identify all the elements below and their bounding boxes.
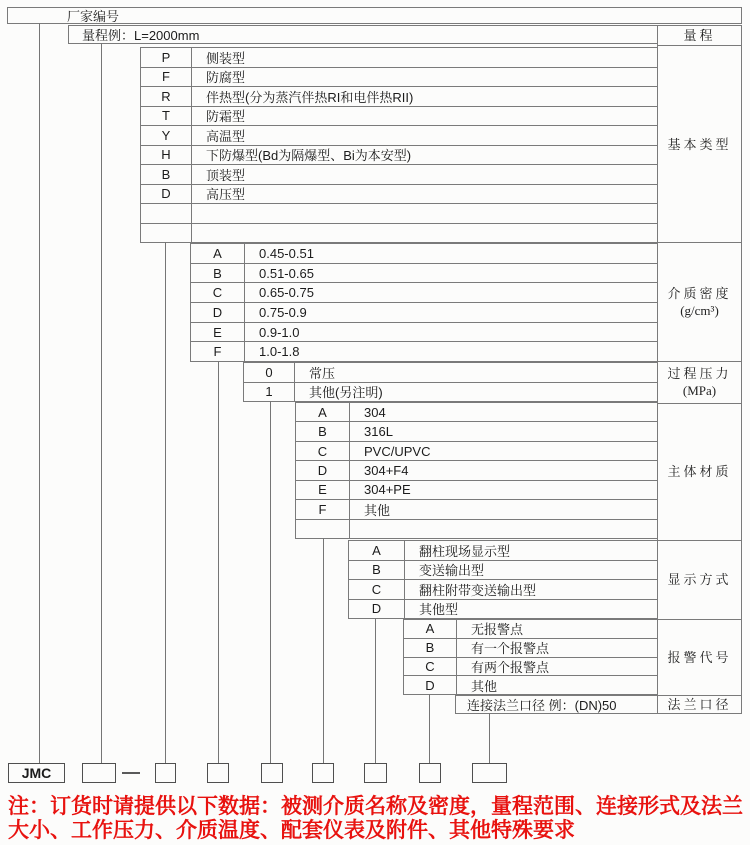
material-row xyxy=(296,520,657,538)
desc-cell: 翻柱附带变送输出型 xyxy=(419,582,537,598)
material-row xyxy=(296,481,657,500)
code-cell: D xyxy=(141,185,192,204)
code-cell: D xyxy=(349,600,405,619)
material-table xyxy=(295,402,658,539)
alarm-code-table xyxy=(403,619,658,695)
desc-cell: 有一个报警点 xyxy=(471,641,550,657)
code-cell: 0 xyxy=(244,363,295,382)
alarm-code-row xyxy=(404,620,657,639)
label-display: 显示方式 xyxy=(658,541,741,620)
desc-cell: 0.51-0.65 xyxy=(259,265,314,281)
connector-display xyxy=(375,618,376,763)
desc-cell: 316L xyxy=(364,424,393,440)
code-cell: B xyxy=(191,264,245,283)
desc-cell: 其他型 xyxy=(419,602,459,618)
basic-type-code-box xyxy=(155,763,176,783)
desc-cell: 0.9-1.0 xyxy=(259,324,300,340)
desc-cell: 304+F4 xyxy=(364,462,409,478)
density-row xyxy=(191,283,657,303)
connector-range xyxy=(101,43,102,763)
desc-cell: 0.75-0.9 xyxy=(259,304,307,320)
density-table xyxy=(190,243,658,362)
desc-cell: 高压型 xyxy=(206,187,246,203)
display-mode-row xyxy=(349,580,657,600)
code-cell: F xyxy=(191,342,245,361)
desc-cell: 顶装型 xyxy=(206,167,246,183)
code-cell xyxy=(141,204,192,223)
desc-cell xyxy=(192,204,657,223)
code-cell: R xyxy=(141,87,192,106)
range-example-label: 量程例：L=2000mm xyxy=(82,28,200,43)
desc-cell: 有两个报警点 xyxy=(471,659,550,675)
code-cell: A xyxy=(191,244,245,263)
pressure-code-box xyxy=(261,763,283,783)
connector-material xyxy=(323,538,324,763)
material-row xyxy=(296,500,657,519)
ordering-note-line2: 大小、工作压力、介质温度、配套仪表及附件、其他特殊要求 xyxy=(8,819,575,842)
flange-size-row xyxy=(455,695,658,714)
desc-cell: PVC/UPVC xyxy=(364,443,431,459)
material-row xyxy=(296,461,657,480)
ordering-note xyxy=(8,795,743,843)
ordering-note-line1: 注：订货时请提供以下数据：被测介质名称及密度，量程范围、连接形式及法兰 xyxy=(8,795,743,818)
material-row xyxy=(296,442,657,461)
code-cell xyxy=(141,224,192,243)
dash-separator xyxy=(122,772,140,774)
code-cell: 1 xyxy=(244,383,295,402)
code-cell: D xyxy=(404,676,457,694)
desc-cell: 变送输出型 xyxy=(419,563,485,579)
basic-type-row xyxy=(141,87,657,107)
desc-cell: 无报警点 xyxy=(471,622,524,638)
label-pressure: 过程压力 (MPa) xyxy=(658,362,741,404)
code-cell: T xyxy=(141,107,192,126)
basic-type-row xyxy=(141,68,657,88)
alarm-code-row xyxy=(404,639,657,658)
desc-cell: 0.45-0.51 xyxy=(259,245,314,261)
label-density: 介质密度 (g/cm³) xyxy=(658,243,741,362)
flange-code-box xyxy=(472,763,507,783)
basic-type-row xyxy=(141,107,657,127)
basic-type-row xyxy=(141,48,657,68)
desc-cell: 防霜型 xyxy=(206,109,246,125)
code-cell: A xyxy=(296,403,350,421)
display-mode-row xyxy=(349,561,657,581)
basic-type-table xyxy=(140,47,658,243)
flange-size-text: 连接法兰口径 例：(DN)50 xyxy=(467,698,617,713)
pressure-row xyxy=(244,383,657,402)
material-row xyxy=(296,403,657,422)
connector-manufacturer xyxy=(39,23,40,763)
desc-cell: 伴热型(分为蒸汽伴热RI和电伴热RII) xyxy=(206,89,414,105)
desc-cell: 高温型 xyxy=(206,128,246,144)
display-mode-row xyxy=(349,600,657,619)
alarm-code-box xyxy=(419,763,441,783)
range-example-box xyxy=(68,25,658,44)
code-cell: B xyxy=(404,639,457,657)
code-cell: C xyxy=(191,283,245,302)
category-label-column xyxy=(657,25,742,714)
desc-cell: 1.0-1.8 xyxy=(259,344,300,360)
code-cell: A xyxy=(349,541,405,560)
code-cell: F xyxy=(296,500,350,518)
desc-cell: 翻柱现场显示型 xyxy=(419,543,511,559)
label-range: 量程 xyxy=(658,26,741,46)
density-row xyxy=(191,244,657,264)
range-code-box xyxy=(82,763,116,783)
basic-type-row xyxy=(141,204,657,224)
pressure-row xyxy=(244,363,657,383)
alarm-code-row xyxy=(404,658,657,677)
basic-type-row xyxy=(141,165,657,185)
material-code-box xyxy=(312,763,334,783)
code-cell: B xyxy=(296,422,350,440)
code-cell: A xyxy=(404,620,457,638)
desc-cell: 304 xyxy=(364,404,386,420)
manufacturer-number-box xyxy=(7,7,742,24)
code-cell: Y xyxy=(141,126,192,145)
code-cell: P xyxy=(141,48,192,67)
connector-density xyxy=(218,361,219,763)
density-row xyxy=(191,303,657,323)
density-row xyxy=(191,264,657,284)
desc-cell: 其他 xyxy=(471,678,498,694)
desc-cell: 其他(另注明) xyxy=(309,385,383,401)
label-alarm: 报警代号 xyxy=(658,620,741,696)
label-flange: 法兰口径 xyxy=(667,697,732,713)
code-cell: H xyxy=(141,146,192,165)
code-cell: D xyxy=(191,303,245,322)
desc-cell: 304+PE xyxy=(364,482,411,498)
display-code-box xyxy=(364,763,387,783)
code-cell: E xyxy=(191,323,245,342)
desc-cell: 其他 xyxy=(364,502,391,518)
basic-type-row xyxy=(141,126,657,146)
manufacturer-number-label: 厂家编号 xyxy=(67,9,120,24)
desc-cell: 侧装型 xyxy=(206,50,246,66)
basic-type-row xyxy=(141,146,657,166)
label-basic-type: 基本类型 xyxy=(658,46,741,244)
label-material: 主体材质 xyxy=(658,404,741,541)
desc-cell: 防腐型 xyxy=(206,70,246,86)
density-row xyxy=(191,323,657,343)
code-cell: C xyxy=(296,442,350,460)
density-row xyxy=(191,342,657,361)
code-cell: B xyxy=(141,165,192,184)
code-cell: D xyxy=(296,461,350,479)
material-row xyxy=(296,422,657,441)
density-code-box xyxy=(207,763,229,783)
code-cell: E xyxy=(296,481,350,499)
desc-cell: 0.65-0.75 xyxy=(259,285,314,301)
code-cell: C xyxy=(404,658,457,676)
code-cell: F xyxy=(141,68,192,87)
display-mode-table xyxy=(348,540,658,619)
connector-basic-type xyxy=(165,242,166,763)
basic-type-row xyxy=(141,224,657,243)
desc-cell xyxy=(350,520,657,538)
desc-cell xyxy=(192,224,657,243)
pressure-table xyxy=(243,362,658,402)
basic-type-row xyxy=(141,185,657,205)
code-cell: C xyxy=(349,580,405,599)
connector-alarm xyxy=(429,694,430,763)
code-cell xyxy=(296,520,350,538)
connector-flange xyxy=(489,713,490,763)
desc-cell: 常压 xyxy=(309,365,336,381)
desc-cell: 下防爆型(Bd为隔爆型、Bi为本安型) xyxy=(206,148,412,164)
model-prefix-text: JMC xyxy=(21,765,52,781)
code-cell: B xyxy=(349,561,405,580)
model-prefix-box xyxy=(8,763,65,783)
alarm-code-row xyxy=(404,676,657,694)
display-mode-row xyxy=(349,541,657,561)
connector-pressure xyxy=(270,401,271,763)
